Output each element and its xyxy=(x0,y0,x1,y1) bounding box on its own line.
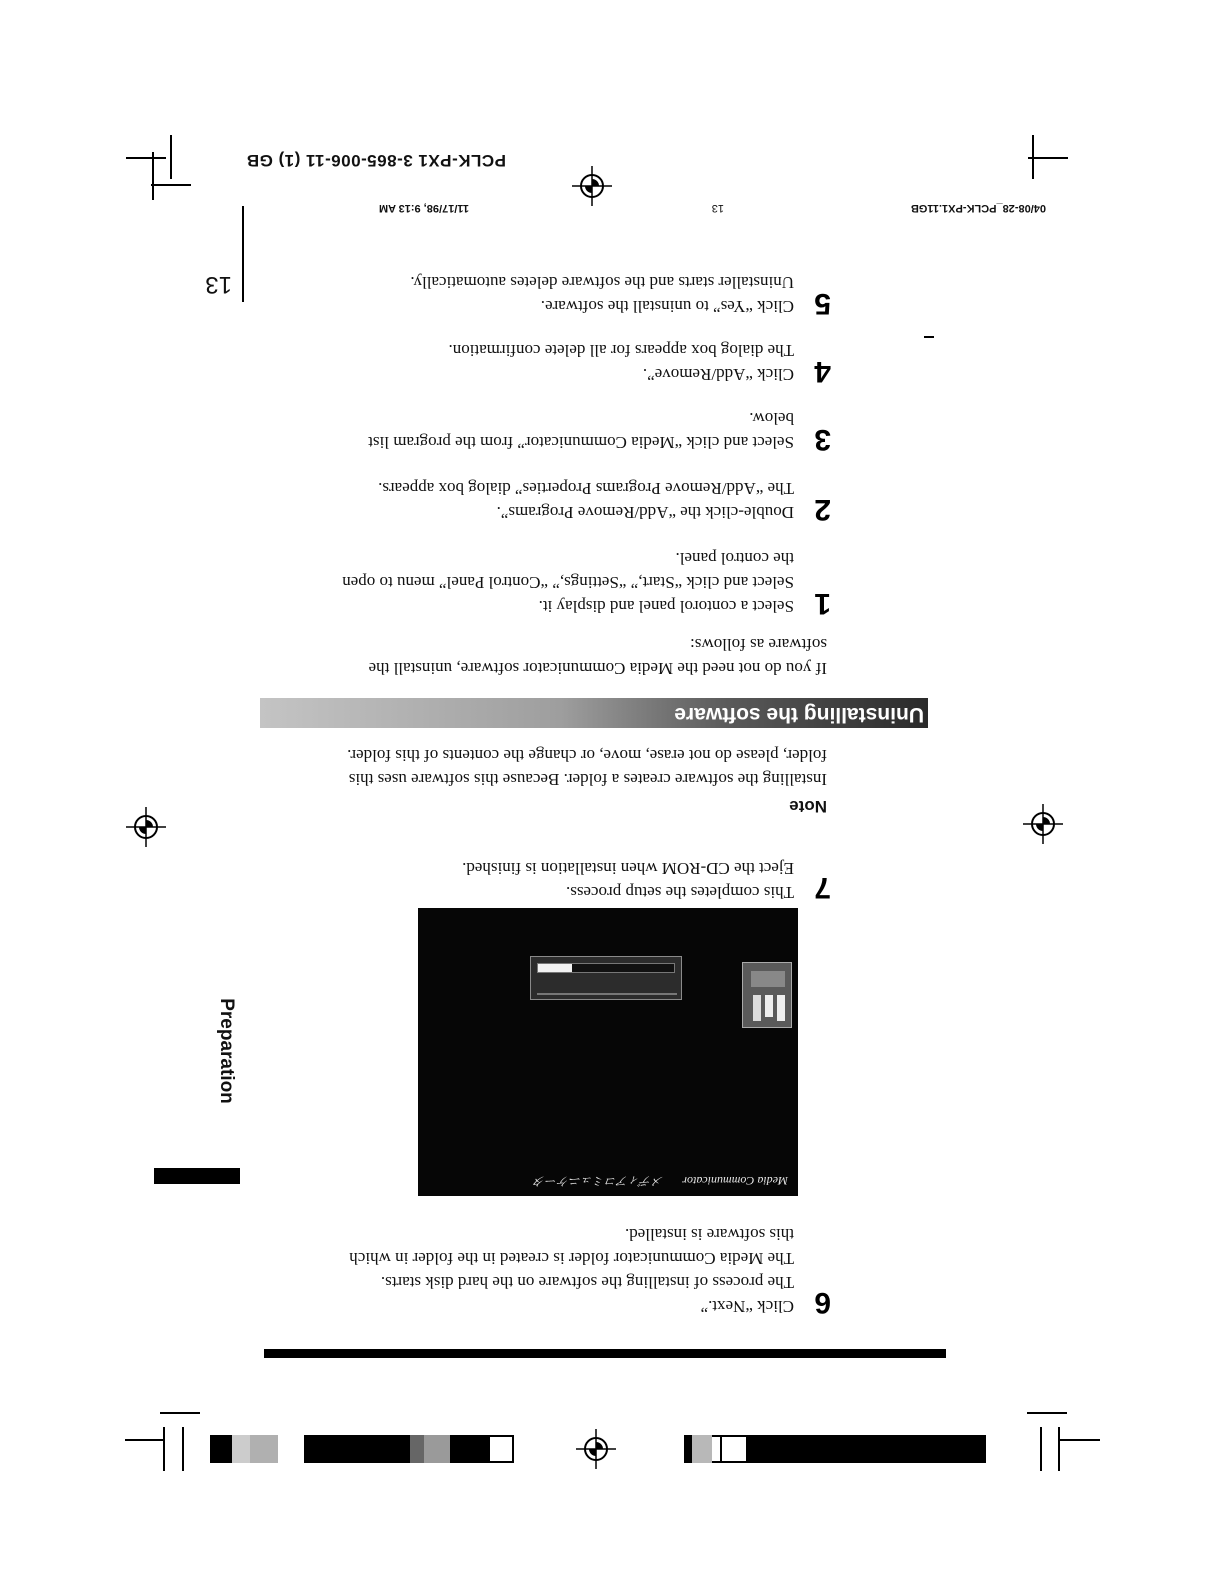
intro-line: If you do not need the Media Communicator software, uninstall the xyxy=(368,659,827,678)
step-number: 2 xyxy=(814,493,831,526)
step-line: below. xyxy=(749,409,794,428)
note-heading: Note xyxy=(789,797,827,816)
step-line: this software is installed. xyxy=(624,1225,794,1244)
crop-mark xyxy=(1027,1412,1067,1414)
side-tab-label: Preparation xyxy=(216,998,237,1104)
note-text xyxy=(227,743,827,791)
step-number: 4 xyxy=(814,355,831,388)
step-line: Click “Add/Remove”. xyxy=(642,365,794,384)
registration-mark-icon xyxy=(126,807,166,847)
crop-mark xyxy=(160,1412,200,1414)
uninstall-step-3 xyxy=(234,406,794,454)
crop-mark xyxy=(163,1427,165,1471)
step-line: The Media Communicator folder is created in the folder in which xyxy=(349,1249,794,1268)
crop-mark xyxy=(151,184,191,186)
screenshot-title xyxy=(428,1172,788,1190)
step-line: Select and click “Start,” “Settings,” “Control Panel” menu to open xyxy=(342,573,794,592)
job-code: PCLK-PX1 3-865-006-11 (1) GB xyxy=(246,151,506,170)
crop-mark xyxy=(125,1439,165,1441)
crop-mark xyxy=(1040,1427,1042,1471)
crop-mark xyxy=(126,157,166,159)
screenshot-title-jp: メディアコミュニケータ xyxy=(533,1174,664,1188)
step-line: Uninstaller starts and the software deletes automatically. xyxy=(410,273,794,292)
uninstall-step-4 xyxy=(234,338,794,386)
page-number-rule xyxy=(242,206,244,302)
note-line: folder, please do not erase, move, or change the contents of this folder. xyxy=(347,746,827,765)
step-line: Click “Yes” to uninstall the software. xyxy=(540,297,794,316)
registration-mark-icon xyxy=(572,166,612,206)
uninstall-step-2 xyxy=(234,476,794,524)
step-line: Double-click the “Add/Remove Programs”. xyxy=(496,503,794,522)
installer-side-graphic xyxy=(742,962,792,1028)
note-line: Installing the software creates a folder. Because this software uses this xyxy=(348,770,827,789)
step-line: The process of installing the software on the hard disk starts. xyxy=(380,1273,794,1292)
progress-track xyxy=(537,963,675,973)
step-line: Click “Next.” xyxy=(700,1297,794,1316)
crop-mark xyxy=(152,152,154,200)
progress-bar-fill xyxy=(538,964,572,972)
section-heading-bar xyxy=(260,698,928,728)
uninstall-step-5 xyxy=(234,270,794,318)
intro-line: software as follows: xyxy=(690,635,827,654)
density-bar xyxy=(684,1435,986,1463)
registration-mark-icon xyxy=(1023,804,1063,844)
file-name: 04/08-28_PCLK-PX1.11GB xyxy=(910,202,1046,214)
crop-mark xyxy=(170,135,172,179)
step-number: 6 xyxy=(814,1286,831,1319)
margin-tick xyxy=(924,336,934,338)
step-number: 1 xyxy=(814,587,831,620)
step-line: the control panel. xyxy=(675,549,794,568)
step-line: This completes the setup process. xyxy=(565,883,794,902)
step-number: 3 xyxy=(814,423,831,456)
installer-screenshot xyxy=(418,908,798,1196)
side-tab-bar xyxy=(154,1168,240,1184)
uninstall-step-1 xyxy=(234,546,794,618)
step-line: The “Add/Remove Programs Properties” dialog box appears. xyxy=(378,479,794,498)
crop-mark xyxy=(1058,1427,1060,1471)
step-7-text xyxy=(234,856,794,904)
crop-mark xyxy=(1060,1439,1100,1441)
step-line: Select and click “Media Communicator” from the program list xyxy=(368,433,794,452)
crop-mark xyxy=(1028,157,1068,159)
section-title: Uninstalling the software xyxy=(674,703,924,726)
timestamp: 11/17/98, 9:13 AM xyxy=(378,202,469,214)
step-line: Eject the CD-ROM when installation is finished. xyxy=(462,859,794,878)
page-number: 13 xyxy=(205,271,232,298)
file-page: 13 xyxy=(711,202,724,214)
progress-dialog xyxy=(530,956,682,1000)
top-rule xyxy=(264,1349,946,1358)
step-6-text xyxy=(234,1222,794,1318)
step-number: 5 xyxy=(814,287,831,320)
crop-mark xyxy=(182,1427,184,1471)
step-line: Select a contorol panel and display it. xyxy=(538,597,794,616)
screenshot-title-text: Media Communicator xyxy=(682,1174,788,1188)
density-bar xyxy=(210,1435,514,1463)
step-line: The dialog box appears for all delete confirmation. xyxy=(448,341,794,360)
step-number: 7 xyxy=(814,871,831,904)
section-intro xyxy=(227,632,827,680)
registration-mark-icon xyxy=(576,1429,616,1469)
